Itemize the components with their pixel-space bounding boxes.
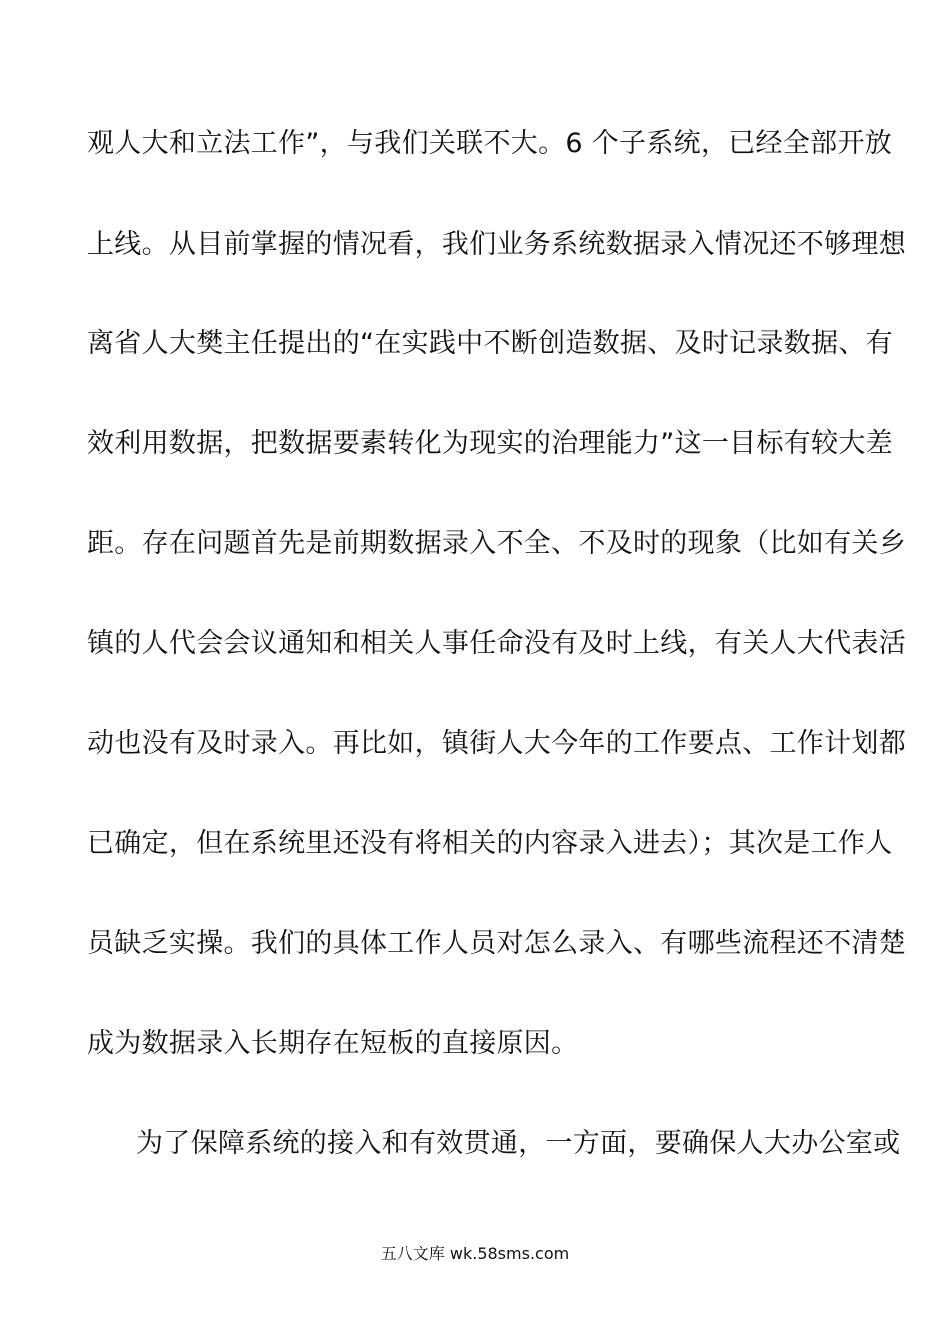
paragraph-first-line: 为了保障系统的接入和有效贯通，一方面，要确保人大办公室或 (136, 1128, 901, 1159)
text-line: 观人大和立法工作”，与我们关联不大。6 个子系统，已经全部开放 (87, 128, 893, 159)
text-line: 上线。从目前掌握的情况看，我们业务系统数据录入情况还不够理想 (87, 229, 906, 260)
text-line: 已确定，但在系统里还没有将相关的内容录入进去）；其次是工作人 (87, 828, 893, 859)
text-line: 成为数据录入长期存在短板的直接原因。 (87, 1028, 579, 1059)
text-line: 镇的人代会会议通知和相关人事任命没有及时上线，有关人大代表活 (87, 628, 906, 659)
text-line: 离省人大樊主任提出的“在实践中不断创造数据、及时记录数据、有 (87, 328, 893, 359)
text-line: 效利用数据，把数据要素转化为现实的治理能力”这一目标有较大差 (87, 428, 893, 459)
text-line: 员缺乏实操。我们的具体工作人员对怎么录入、有哪些流程还不清楚 (87, 928, 906, 959)
text-line: 动也没有及时录入。再比如，镇街人大今年的工作要点、工作计划都 (87, 728, 906, 759)
text-line: 距。存在问题首先是前期数据录入不全、不及时的现象（比如有关乡 (87, 528, 906, 559)
page-footer: 五八文库 wk.58sms.com (380, 1244, 570, 1263)
